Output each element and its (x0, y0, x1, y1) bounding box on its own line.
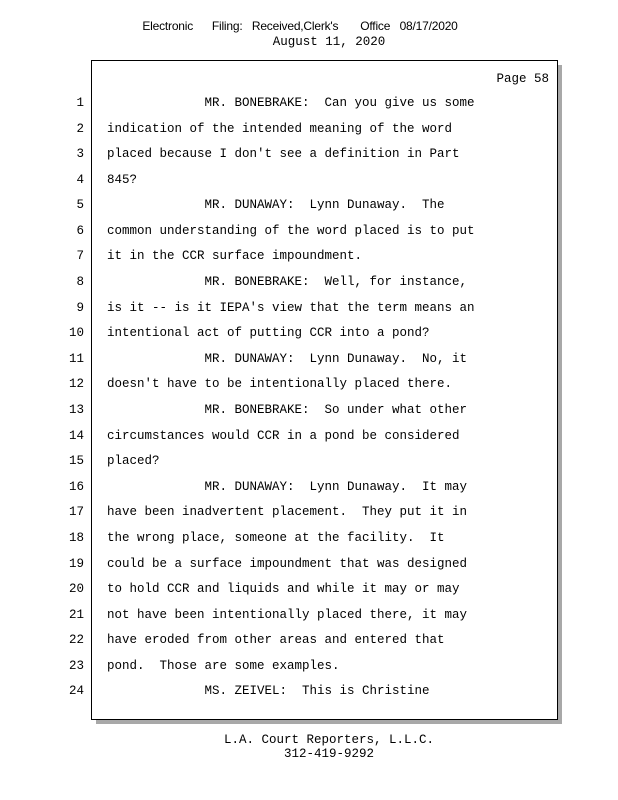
line-number: 5 (76, 198, 84, 212)
line-number: 20 (68, 582, 84, 596)
line-text: is it -- is it IEPA's view that the term means an (107, 301, 475, 315)
line-number: 21 (68, 608, 84, 622)
line-text: have eroded from other areas and entered that (107, 633, 445, 647)
footer-company: L.A. Court Reporters, L.L.C. (223, 733, 435, 747)
line-text: MS. ZEIVEL: This is Christine (107, 684, 430, 698)
line-text: common understanding of the word placed is to put (107, 224, 475, 238)
line-number: 11 (68, 352, 84, 366)
line-number: 2 (76, 122, 84, 136)
footer-phone: 312-419-9292 (283, 747, 374, 761)
line-number: 6 (76, 224, 84, 238)
line-text: indication of the intended meaning of the word (107, 122, 453, 136)
line-number: 13 (68, 403, 84, 417)
line-number: 23 (68, 659, 84, 673)
line-text: placed because I don't see a definition in Part (107, 147, 460, 161)
line-number: 8 (76, 275, 84, 289)
line-number: 16 (68, 480, 84, 494)
line-text: circumstances would CCR in a pond be considered (107, 429, 460, 443)
line-number: 22 (68, 633, 84, 647)
line-text: MR. BONEBRAKE: Well, for instance, (107, 275, 468, 289)
transcript-date: August 11, 2020 (272, 35, 386, 49)
line-number: 12 (68, 377, 84, 391)
line-number: 1 (76, 96, 84, 110)
line-text: it in the CCR surface impoundment. (107, 249, 363, 263)
line-text: the wrong place, someone at the facility. It (107, 531, 445, 545)
line-number: 17 (68, 505, 84, 519)
page-number: Page 58 (496, 72, 549, 86)
line-text: MR. BONEBRAKE: So under what other (107, 403, 468, 417)
line-number: 15 (68, 454, 84, 468)
line-text: to hold CCR and liquids and while it may or may (107, 582, 460, 596)
line-text: MR. DUNAWAY: Lynn Dunaway. The (107, 198, 445, 212)
line-number: 9 (76, 301, 84, 315)
line-text: placed? (107, 454, 160, 468)
line-number: 18 (68, 531, 84, 545)
line-text: MR. BONEBRAKE: Can you give us some (107, 96, 475, 110)
line-text: have been inadvertent placement. They put it in (107, 505, 468, 519)
filing-stamp: Electronic Filing: Received,Clerk's Office 08/17/2020 (142, 19, 458, 33)
line-number: 4 (76, 173, 84, 187)
line-number: 14 (68, 429, 84, 443)
line-text: MR. DUNAWAY: Lynn Dunaway. No, it (107, 352, 468, 366)
line-number: 3 (76, 147, 84, 161)
line-number: 24 (68, 684, 84, 698)
line-text: intentional act of putting CCR into a pond? (107, 326, 430, 340)
line-text: pond. Those are some examples. (107, 659, 340, 673)
line-number: 10 (68, 326, 84, 340)
line-text: could be a surface impoundment that was designed (107, 557, 468, 571)
line-text: doesn't have to be intentionally placed there. (107, 377, 453, 391)
line-text: 845? (107, 173, 138, 187)
line-text: MR. DUNAWAY: Lynn Dunaway. It may (107, 480, 468, 494)
line-number: 7 (76, 249, 84, 263)
line-number: 19 (68, 557, 84, 571)
line-text: not have been intentionally placed there, it may (107, 608, 468, 622)
